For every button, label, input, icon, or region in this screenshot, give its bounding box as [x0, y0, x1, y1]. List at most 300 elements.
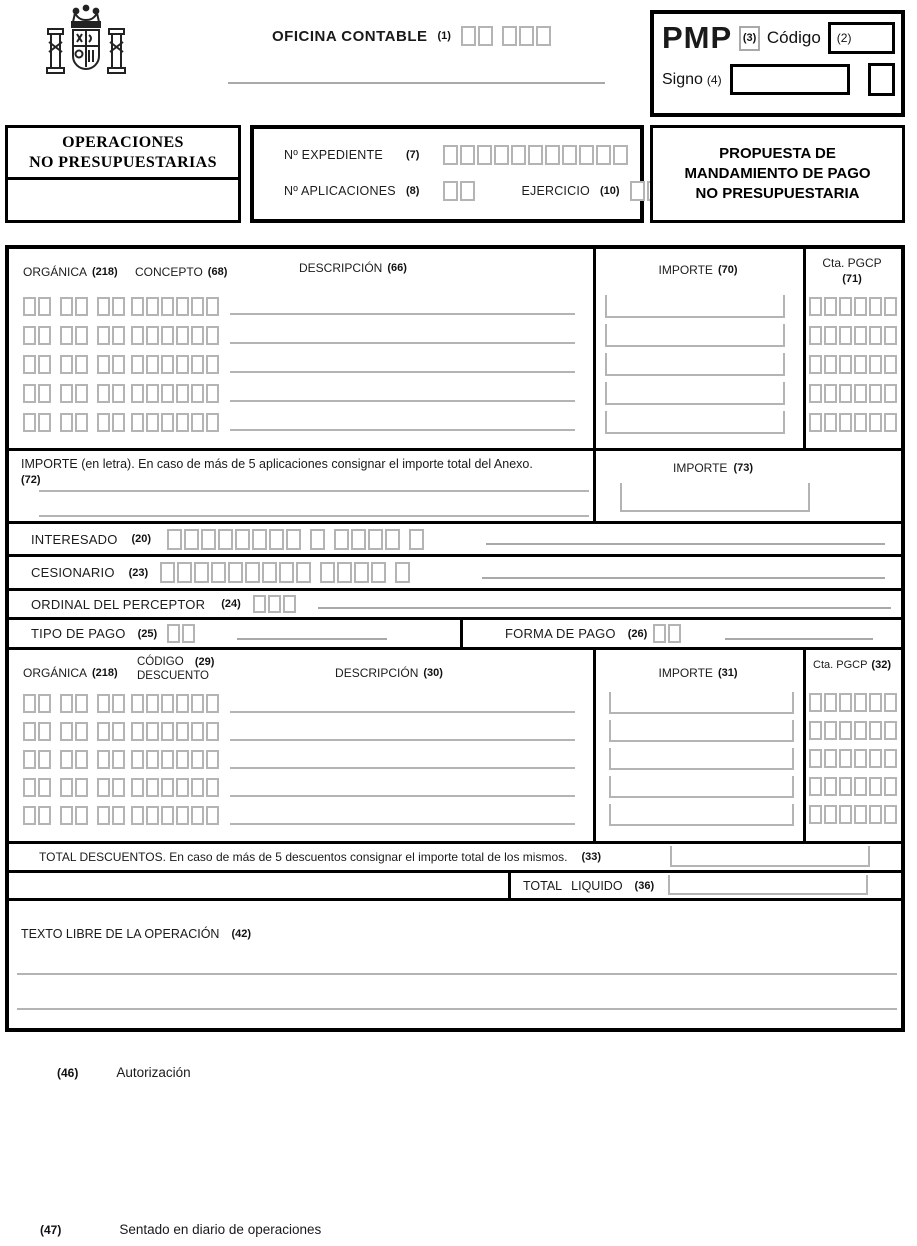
char-box[interactable]	[206, 355, 219, 374]
char-box[interactable]	[161, 722, 174, 741]
char-box[interactable]	[613, 145, 628, 165]
char-box[interactable]	[161, 355, 174, 374]
char-box-group[interactable]	[131, 326, 219, 345]
char-box-group[interactable]	[167, 624, 195, 643]
char-box[interactable]	[809, 297, 822, 316]
char-box[interactable]	[562, 145, 577, 165]
char-box[interactable]	[206, 413, 219, 432]
char-box-group[interactable]	[167, 529, 301, 550]
ordinal-write-line[interactable]	[318, 591, 891, 609]
ordinal-boxes[interactable]	[253, 595, 296, 613]
char-box[interactable]	[854, 749, 867, 768]
char-box[interactable]	[191, 694, 204, 713]
char-box-group[interactable]	[97, 806, 125, 825]
interesado-boxes[interactable]	[167, 529, 424, 550]
char-box[interactable]	[38, 326, 51, 345]
organica-boxes[interactable]	[23, 413, 125, 432]
char-box-group[interactable]	[131, 722, 219, 741]
operaciones-empty-area[interactable]	[8, 180, 238, 222]
organica-boxes[interactable]	[23, 750, 125, 769]
descripcion-write-line[interactable]	[230, 409, 575, 431]
char-box[interactable]	[494, 145, 509, 165]
aplicaciones-boxes[interactable]	[443, 181, 475, 201]
char-box[interactable]	[161, 694, 174, 713]
char-box-group[interactable]	[131, 297, 219, 316]
char-box[interactable]	[60, 694, 73, 713]
char-box-group[interactable]	[23, 326, 51, 345]
pgcp-boxes[interactable]	[809, 413, 897, 432]
char-box[interactable]	[839, 721, 852, 740]
char-box[interactable]	[579, 145, 594, 165]
char-box[interactable]	[824, 721, 837, 740]
oficina-contable-boxes[interactable]	[461, 26, 551, 46]
char-box[interactable]	[38, 750, 51, 769]
char-box[interactable]	[161, 384, 174, 403]
char-box-group[interactable]	[809, 693, 897, 712]
char-box-group[interactable]	[131, 778, 219, 797]
pgcp-boxes[interactable]	[809, 777, 897, 796]
char-box-group[interactable]	[320, 562, 386, 583]
char-box[interactable]	[191, 355, 204, 374]
char-box[interactable]	[884, 749, 897, 768]
char-box[interactable]	[131, 722, 144, 741]
char-box[interactable]	[395, 562, 410, 583]
char-box[interactable]	[884, 384, 897, 403]
descripcion-write-line[interactable]	[230, 775, 575, 797]
char-box[interactable]	[23, 297, 36, 316]
char-box[interactable]	[112, 297, 125, 316]
char-box-group[interactable]	[60, 778, 88, 797]
char-box[interactable]	[60, 778, 73, 797]
cesionario-write-line[interactable]	[482, 559, 885, 579]
total-liquido-field[interactable]	[668, 875, 868, 895]
char-box[interactable]	[161, 750, 174, 769]
char-box[interactable]	[824, 693, 837, 712]
tipo-pago-boxes[interactable]	[167, 624, 195, 643]
codigo-descuento-boxes[interactable]	[131, 806, 219, 825]
char-box[interactable]	[38, 722, 51, 741]
char-box[interactable]	[824, 297, 837, 316]
char-box[interactable]	[653, 624, 666, 643]
char-box[interactable]	[23, 778, 36, 797]
char-box-group[interactable]	[60, 297, 88, 316]
char-box[interactable]	[112, 355, 125, 374]
char-box[interactable]	[443, 181, 458, 201]
char-box[interactable]	[176, 778, 189, 797]
importe-field[interactable]	[605, 353, 785, 376]
char-box[interactable]	[824, 413, 837, 432]
char-box[interactable]	[191, 750, 204, 769]
char-box[interactable]	[60, 806, 73, 825]
char-box[interactable]	[184, 529, 199, 550]
char-box[interactable]	[176, 297, 189, 316]
descripcion-write-line[interactable]	[230, 293, 575, 315]
char-box[interactable]	[23, 384, 36, 403]
char-box[interactable]	[269, 529, 284, 550]
char-box-group[interactable]	[443, 181, 475, 201]
char-box[interactable]	[206, 694, 219, 713]
pgcp-boxes[interactable]	[809, 749, 897, 768]
descripcion-write-line[interactable]	[230, 322, 575, 344]
char-box[interactable]	[97, 750, 110, 769]
char-box-group[interactable]	[60, 722, 88, 741]
total-descuentos-field[interactable]	[670, 846, 870, 867]
concepto-boxes[interactable]	[131, 297, 219, 316]
char-box[interactable]	[228, 562, 243, 583]
char-box-group[interactable]	[97, 297, 125, 316]
char-box[interactable]	[279, 562, 294, 583]
char-box[interactable]	[596, 145, 611, 165]
char-box-group[interactable]	[809, 384, 897, 403]
char-box-group[interactable]	[131, 355, 219, 374]
char-box-group[interactable]	[131, 694, 219, 713]
char-box[interactable]	[809, 355, 822, 374]
char-box-group[interactable]	[409, 529, 424, 550]
char-box-group[interactable]	[97, 778, 125, 797]
char-box-group[interactable]	[60, 694, 88, 713]
char-box[interactable]	[854, 777, 867, 796]
char-box[interactable]	[385, 529, 400, 550]
char-box[interactable]	[337, 562, 352, 583]
pgcp-boxes[interactable]	[809, 805, 897, 824]
char-box[interactable]	[75, 722, 88, 741]
char-box[interactable]	[854, 355, 867, 374]
char-box[interactable]	[310, 529, 325, 550]
texto-libre-line2[interactable]	[17, 992, 897, 1010]
char-box[interactable]	[245, 562, 260, 583]
char-box[interactable]	[23, 694, 36, 713]
pgcp-boxes[interactable]	[809, 355, 897, 374]
codigo-descuento-boxes[interactable]	[131, 722, 219, 741]
char-box[interactable]	[191, 722, 204, 741]
char-box[interactable]	[112, 694, 125, 713]
char-box[interactable]	[23, 806, 36, 825]
char-box[interactable]	[824, 326, 837, 345]
organica-boxes[interactable]	[23, 778, 125, 797]
char-box-group[interactable]	[23, 384, 51, 403]
char-box[interactable]	[131, 694, 144, 713]
char-box-group[interactable]	[23, 806, 51, 825]
char-box-group[interactable]	[131, 750, 219, 769]
char-box[interactable]	[112, 326, 125, 345]
char-box[interactable]	[206, 778, 219, 797]
char-box[interactable]	[443, 145, 458, 165]
char-box[interactable]	[869, 721, 882, 740]
char-box[interactable]	[809, 693, 822, 712]
char-box[interactable]	[112, 806, 125, 825]
char-box-group[interactable]	[60, 806, 88, 825]
char-box[interactable]	[839, 384, 852, 403]
char-box[interactable]	[884, 693, 897, 712]
descripcion-write-line[interactable]	[230, 380, 575, 402]
char-box[interactable]	[884, 413, 897, 432]
char-box[interactable]	[75, 778, 88, 797]
char-box[interactable]	[112, 750, 125, 769]
char-box[interactable]	[97, 355, 110, 374]
char-box[interactable]	[206, 384, 219, 403]
char-box[interactable]	[176, 750, 189, 769]
char-box[interactable]	[176, 694, 189, 713]
char-box[interactable]	[869, 384, 882, 403]
char-box[interactable]	[211, 562, 226, 583]
char-box-group[interactable]	[131, 806, 219, 825]
char-box[interactable]	[97, 778, 110, 797]
organica-boxes[interactable]	[23, 806, 125, 825]
char-box-group[interactable]	[23, 694, 51, 713]
char-box[interactable]	[884, 355, 897, 374]
importe-field[interactable]	[605, 382, 785, 405]
concepto-boxes[interactable]	[131, 355, 219, 374]
char-box[interactable]	[854, 384, 867, 403]
char-box[interactable]	[477, 145, 492, 165]
char-box[interactable]	[545, 145, 560, 165]
char-box-group[interactable]	[461, 26, 493, 46]
char-box[interactable]	[97, 694, 110, 713]
codigo-descuento-boxes[interactable]	[131, 694, 219, 713]
descripcion-write-line[interactable]	[230, 691, 575, 713]
char-box[interactable]	[371, 562, 386, 583]
char-box[interactable]	[161, 326, 174, 345]
char-box[interactable]	[75, 806, 88, 825]
concepto-boxes[interactable]	[131, 413, 219, 432]
char-box[interactable]	[869, 413, 882, 432]
char-box[interactable]	[839, 413, 852, 432]
char-box[interactable]	[60, 297, 73, 316]
char-box[interactable]	[75, 384, 88, 403]
descripcion-write-line[interactable]	[230, 351, 575, 373]
char-box[interactable]	[668, 624, 681, 643]
cesionario-boxes[interactable]	[160, 562, 410, 583]
char-box[interactable]	[176, 806, 189, 825]
pgcp-boxes[interactable]	[809, 326, 897, 345]
char-box-group[interactable]	[97, 384, 125, 403]
char-box[interactable]	[131, 750, 144, 769]
char-box-group[interactable]	[23, 297, 51, 316]
char-box-group[interactable]	[395, 562, 410, 583]
char-box[interactable]	[23, 750, 36, 769]
char-box[interactable]	[23, 722, 36, 741]
descripcion-write-line[interactable]	[230, 803, 575, 825]
char-box-group[interactable]	[334, 529, 400, 550]
char-box-group[interactable]	[809, 297, 897, 316]
char-box-group[interactable]	[809, 805, 897, 824]
char-box[interactable]	[206, 326, 219, 345]
char-box[interactable]	[38, 694, 51, 713]
char-box[interactable]	[60, 750, 73, 769]
char-box-group[interactable]	[23, 722, 51, 741]
char-box[interactable]	[869, 805, 882, 824]
char-box[interactable]	[112, 413, 125, 432]
char-box[interactable]	[23, 355, 36, 374]
char-box[interactable]	[869, 749, 882, 768]
char-box[interactable]	[854, 721, 867, 740]
char-box[interactable]	[536, 26, 551, 46]
char-box[interactable]	[869, 777, 882, 796]
char-box-group[interactable]	[60, 413, 88, 432]
char-box[interactable]	[201, 529, 216, 550]
char-box-group[interactable]	[809, 721, 897, 740]
char-box-group[interactable]	[809, 355, 897, 374]
char-box-group[interactable]	[443, 145, 628, 165]
char-box[interactable]	[809, 384, 822, 403]
char-box[interactable]	[75, 694, 88, 713]
char-box[interactable]	[97, 806, 110, 825]
char-box[interactable]	[869, 355, 882, 374]
char-box[interactable]	[131, 355, 144, 374]
char-box[interactable]	[176, 413, 189, 432]
char-box-group[interactable]	[60, 355, 88, 374]
char-box[interactable]	[511, 145, 526, 165]
char-box[interactable]	[167, 529, 182, 550]
char-box-group[interactable]	[653, 624, 681, 643]
organica-boxes[interactable]	[23, 722, 125, 741]
organica-boxes[interactable]	[23, 355, 125, 374]
oficina-contable-write-line[interactable]	[228, 80, 605, 84]
char-box[interactable]	[131, 413, 144, 432]
char-box[interactable]	[206, 806, 219, 825]
importe-field[interactable]	[609, 804, 794, 826]
char-box[interactable]	[146, 355, 159, 374]
char-box[interactable]	[839, 777, 852, 796]
char-box[interactable]	[252, 529, 267, 550]
char-box[interactable]	[460, 145, 475, 165]
char-box[interactable]	[824, 777, 837, 796]
char-box[interactable]	[161, 413, 174, 432]
char-box[interactable]	[809, 805, 822, 824]
char-box[interactable]	[206, 297, 219, 316]
char-box-group[interactable]	[97, 413, 125, 432]
char-box[interactable]	[630, 181, 645, 201]
char-box[interactable]	[191, 297, 204, 316]
char-box-group[interactable]	[97, 694, 125, 713]
char-box[interactable]	[194, 562, 209, 583]
char-box-group[interactable]	[131, 384, 219, 403]
char-box-group[interactable]	[60, 384, 88, 403]
char-box[interactable]	[146, 806, 159, 825]
char-box-group[interactable]	[253, 595, 296, 613]
char-box-group[interactable]	[23, 778, 51, 797]
char-box[interactable]	[97, 326, 110, 345]
char-box[interactable]	[409, 529, 424, 550]
char-box[interactable]	[23, 413, 36, 432]
char-box[interactable]	[176, 722, 189, 741]
char-box[interactable]	[97, 722, 110, 741]
codigo-descuento-boxes[interactable]	[131, 750, 219, 769]
char-box[interactable]	[146, 694, 159, 713]
char-box[interactable]	[824, 355, 837, 374]
char-box[interactable]	[146, 326, 159, 345]
organica-boxes[interactable]	[23, 694, 125, 713]
char-box[interactable]	[146, 750, 159, 769]
forma-pago-boxes[interactable]	[653, 624, 681, 643]
char-box[interactable]	[97, 297, 110, 316]
char-box[interactable]	[824, 805, 837, 824]
char-box-group[interactable]	[160, 562, 311, 583]
importe-field[interactable]	[609, 720, 794, 742]
char-box-group[interactable]	[809, 326, 897, 345]
descripcion-write-line[interactable]	[230, 719, 575, 741]
char-box[interactable]	[809, 777, 822, 796]
char-box[interactable]	[146, 722, 159, 741]
char-box[interactable]	[351, 529, 366, 550]
char-box[interactable]	[839, 805, 852, 824]
char-box[interactable]	[296, 562, 311, 583]
char-box[interactable]	[75, 326, 88, 345]
char-box-group[interactable]	[502, 26, 551, 46]
char-box[interactable]	[368, 529, 383, 550]
descripcion-write-line[interactable]	[230, 747, 575, 769]
char-box[interactable]	[191, 778, 204, 797]
char-box[interactable]	[824, 384, 837, 403]
char-box[interactable]	[131, 384, 144, 403]
char-box-group[interactable]	[809, 413, 897, 432]
char-box[interactable]	[869, 693, 882, 712]
organica-boxes[interactable]	[23, 326, 125, 345]
char-box[interactable]	[112, 722, 125, 741]
codigo-input-box[interactable]	[828, 22, 895, 54]
char-box[interactable]	[60, 384, 73, 403]
char-box[interactable]	[146, 413, 159, 432]
char-box[interactable]	[75, 750, 88, 769]
char-box[interactable]	[839, 749, 852, 768]
char-box[interactable]	[884, 805, 897, 824]
char-box[interactable]	[253, 595, 266, 613]
char-box[interactable]	[75, 297, 88, 316]
char-box[interactable]	[839, 297, 852, 316]
char-box[interactable]	[884, 297, 897, 316]
char-box[interactable]	[854, 297, 867, 316]
char-box[interactable]	[869, 297, 882, 316]
char-box-group[interactable]	[60, 326, 88, 345]
interesado-write-line[interactable]	[486, 525, 885, 545]
char-box[interactable]	[38, 778, 51, 797]
organica-boxes[interactable]	[23, 297, 125, 316]
char-box[interactable]	[854, 693, 867, 712]
char-box-group[interactable]	[60, 750, 88, 769]
char-box[interactable]	[38, 413, 51, 432]
char-box[interactable]	[60, 355, 73, 374]
char-box[interactable]	[354, 562, 369, 583]
char-box-group[interactable]	[23, 413, 51, 432]
char-box-group[interactable]	[310, 529, 325, 550]
concepto-boxes[interactable]	[131, 384, 219, 403]
char-box-group[interactable]	[23, 355, 51, 374]
texto-libre-line1[interactable]	[17, 957, 897, 975]
importe-letra-line1[interactable]	[39, 474, 589, 492]
char-box[interactable]	[191, 806, 204, 825]
char-box[interactable]	[206, 722, 219, 741]
char-box[interactable]	[839, 693, 852, 712]
concepto-boxes[interactable]	[131, 326, 219, 345]
char-box[interactable]	[146, 297, 159, 316]
char-box[interactable]	[161, 297, 174, 316]
char-box[interactable]	[884, 721, 897, 740]
char-box[interactable]	[112, 778, 125, 797]
char-box[interactable]	[206, 750, 219, 769]
char-box[interactable]	[869, 326, 882, 345]
char-box[interactable]	[38, 297, 51, 316]
char-box-group[interactable]	[97, 750, 125, 769]
char-box[interactable]	[809, 749, 822, 768]
char-box[interactable]	[146, 778, 159, 797]
char-box[interactable]	[854, 413, 867, 432]
codigo-descuento-boxes[interactable]	[131, 778, 219, 797]
char-box[interactable]	[809, 326, 822, 345]
importe-letra-line2[interactable]	[39, 499, 589, 517]
signo-input-box[interactable]	[730, 64, 850, 95]
char-box[interactable]	[191, 384, 204, 403]
importe-field[interactable]	[605, 324, 785, 347]
